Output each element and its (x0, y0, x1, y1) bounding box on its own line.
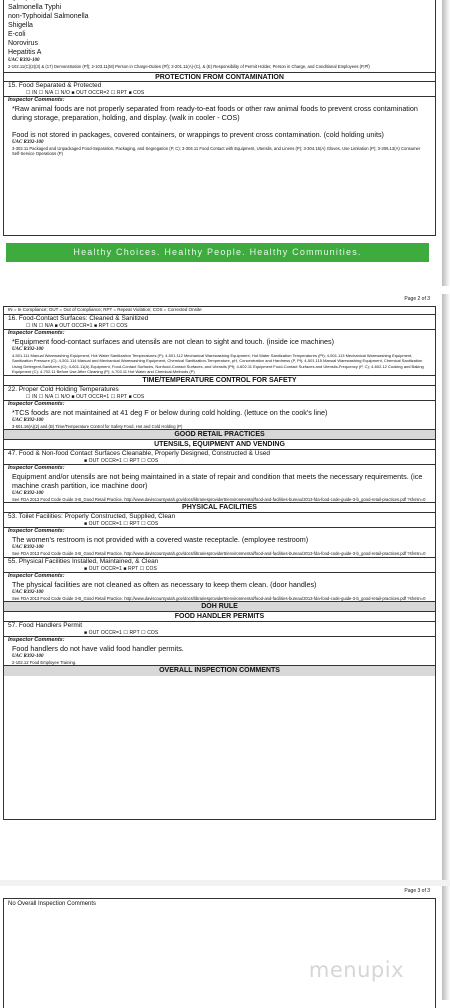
violation-item-22 (4, 386, 435, 430)
uac-code: UAC R392-100 (12, 139, 44, 145)
page-number: Page 2 of 3 (404, 296, 430, 302)
inspector-comments-label: Inspector Comments: (8, 400, 65, 407)
compliance-checkboxes: ☐ IN ☐ N/A ☐ N/O ■ OUT OCCR=1 ☐ RPT ■ COS (4, 394, 435, 401)
section-header-overall-comments: OVERALL INSPECTION COMMENTS (4, 666, 435, 676)
violation-item-55 (4, 558, 435, 602)
status-legend: IN = In Compliance; OUT = Out of Compliance; RPT = Repeat Violation; COS = Corrected Onsite (4, 307, 435, 315)
report-page-3 (0, 886, 450, 1000)
inspector-comments-label: Inspector Comments: (8, 465, 65, 472)
inspector-comments-label: Inspector Comments: (8, 329, 65, 336)
section-header-food-handler: FOOD HANDLER PERMITS (4, 612, 435, 622)
uac-code: UAC R392-100 (12, 346, 44, 352)
disease-item: E-coli (8, 30, 26, 38)
compliance-checkboxes: ■ OUT OCCR=1 ☐ RPT ☐ COS (4, 521, 435, 528)
inspector-comment: Equipment and/or utensils are not being maintained in a state of repair and condition that meets the necessary requirements. (ice machine crash partition, ice machine door) (12, 472, 423, 491)
disease-item: Salmonella Typhi (8, 3, 62, 11)
inspector-comments-label: Inspector Comments: (8, 637, 65, 644)
item-title: 22. Proper Cold Holding Temperatures (8, 385, 119, 393)
code-reference: 2-102.12 Food Employee Training. (12, 660, 77, 666)
inspector-comment: Food handlers do not have valid food handler permits. (12, 644, 184, 654)
report-page-1 (0, 0, 450, 286)
item-title: 55. Physical Facilities Installed, Maintained, & Clean (8, 557, 159, 565)
violation-item-53 (4, 513, 435, 557)
inspector-comment: *Raw animal foods are not properly separated from ready-to-eat foods or other raw animal foods to prevent cross contamination during storage, preparation, holding, and display. (walk in cooler - COS) (12, 103, 418, 122)
item-title: 47. Food & Non-food Contact Surfaces Cleanable, Properly Designed, Constructed & Used (8, 450, 270, 458)
disease-item: Norovirus (8, 39, 38, 47)
section-header-time-temperature: TIME/TEMPERATURE CONTROL FOR SAFETY (4, 376, 435, 386)
overall-comments-text: No Overall Inspection Comments (8, 901, 97, 907)
section-header-good-retail: GOOD RETAIL PRACTICES (4, 430, 435, 440)
uac-code: UAC R392-100 (12, 654, 44, 660)
uac-code: UAC R392-100 (8, 57, 40, 63)
page-3-frame (3, 898, 436, 1008)
inspector-comments-label: Inspector Comments: (8, 528, 65, 535)
code-reference: 2-102.11(C)(2)(3) & (17) Demonstration (Pf); 2-103.11(M) Person in Charge-Duties (Pf); 2-201.11(A)-(C), & (E) Responsibility of Permit Holder, Person in Charge, and Conditional Employees (P,Pf) (8, 63, 370, 69)
report-page-2 (0, 294, 450, 880)
code-reference: 3-302.11 Packaged and Unpackaged Food-Separation, Packaging, and Segregation (P, C); 3-304.11 Food Contact with Equipment, Utensils, and Linens (P); 3-304.15(A) Gloves, Use Limitation (P); 3-306.13(A) Consumer Self-Service Operations (P) (12, 145, 421, 157)
code-reference: See FDA 2013 Food Code Guide 3-B_Good Retail Practice. http://www.daviscountyutah.gov/docs/librariesprovider5/environmental/food-and-facilities-bureau/2013-fda-food-code-guide-3-b_good-retail-practices.pdf ?sfvrsn=0 (12, 497, 426, 503)
menupix-watermark: menupix (308, 958, 404, 982)
section-header-protection: PROTECTION FROM CONTAMINATION (4, 72, 435, 82)
health-slogan-banner: Healthy Choices. Healthy People. Healthy Communities. (6, 243, 429, 262)
inspector-comment: *Equipment food-contact surfaces and utensils are not clean to sight and touch. (inside ice machines) (12, 336, 335, 346)
violation-item-57 (4, 622, 435, 666)
item-title: 15. Food Separated & Protected (8, 81, 102, 89)
violation-item-47 (4, 450, 435, 503)
disease-item: Hepatitis A (8, 48, 42, 56)
item-title: 57. Food Handlers Permit (8, 622, 83, 630)
page-1-frame (3, 0, 436, 236)
violation-item-15 (4, 82, 435, 157)
compliance-checkboxes: ■ OUT OCCR=1 ■ RPT ☐ COS (4, 566, 435, 573)
inspector-comment: *TCS foods are not maintained at 41 deg F or below during cold holding. (lettuce on the cook's line) (12, 407, 328, 417)
code-reference: 4-501.111 Manual Warewashing Equipment, Hot Water Sanitization Temperatures (P); 4-501.112 Mechanical Warewashing Equipment, Hot Water Sanitization Temperatures (Pf); 4-501.113 Mechanical Warewashing Equipment, Sanitization Pressure (C); 4-501.114 Manual and Mechanical Warewashing Equipment, Chemical Sanitization-Temperature, pH, Concentration and Hardness (P, Pf); 4-501.115 Manual Warewashing Equipment, Chemical Sanitization Using Detergent-Sanitizers (C); 4-601.11(A) Equipment, Food-Contact Surfaces, Nonfood-Contact Surfaces, and Utensils (Pf); 4-602.11 Equipment Food-Contact Surfaces and Utensils-Frequency (P, C); 4-602.12 Cooking and Baking Equipment (C); 4-702.11 Before Use After Cleaning (P); 4-703.11 Hot Water and Chemical-Methods (P) (12, 352, 424, 375)
compliance-checkboxes: ■ OUT OCCR=1 ☐ RPT ☐ COS (4, 630, 435, 637)
item-title: 53. Toilet Facilities: Properly Constructed, Supplied, Clean (8, 513, 176, 521)
compliance-checkboxes: ☐ IN ☐ N/A ■ OUT OCCR=1 ■ RPT ☐ COS (4, 323, 435, 330)
code-reference: See FDA 2013 Food Code Guide 3-B_Good Retail Practice. http://www.daviscountyutah.gov/docs/librariesprovider5/environmental/food-and-facilities-bureau/2013-fda-food-code-guide-3-b_good-retail-practices.pdf ?sfvrsn=0 (12, 551, 426, 557)
uac-code: UAC R392-100 (12, 545, 44, 551)
page-gap (0, 286, 450, 294)
section-header-utensils: UTENSILS, EQUIPMENT AND VENDING (4, 440, 435, 450)
page-edge-shadow (442, 886, 450, 1000)
inspector-comment: The physical facilities are not cleaned as often as necessary to keep them clean. (door handles) (12, 579, 317, 589)
compliance-checkboxes: ■ OUT OCCR=1 ☐ RPT ☐ COS (4, 458, 435, 465)
compliance-checkboxes: ☐ IN ☐ N/A ☐ N/O ■ OUT OCCR=2 ☐ RPT ■ COS (4, 90, 435, 97)
code-reference: See FDA 2013 Food Code Guide 3-B_Good Retail Practice. http://www.daviscountyutah.gov/docs/librariesprovider5/environmental/food-and-facilities-bureau/2013-fda-food-code-guide-3-b_good-retail-practices.pdf ?sfvrsn=0 (12, 595, 426, 601)
section-header-physical-facilities: PHYSICAL FACILITIES (4, 503, 435, 513)
item-title: 16. Food-Contact Surfaces: Cleaned & Sanitized (8, 314, 149, 322)
page-edge-shadow (442, 294, 450, 880)
section-header-doh-rule: DOH RULE (4, 602, 435, 612)
uac-code: UAC R392-100 (12, 417, 44, 423)
disease-item: Shigella (8, 21, 33, 29)
uac-code: UAC R392-100 (12, 589, 44, 595)
page-number: Page 3 of 3 (404, 888, 430, 894)
uac-code: UAC R392-100 (12, 491, 44, 497)
page-2-frame (3, 306, 436, 820)
disease-list (4, 3, 435, 57)
inspector-comments-label: Inspector Comments: (8, 96, 65, 103)
disease-item: non-Typhoidal Salmonella (8, 12, 89, 20)
inspector-comment: Food is not stored in packages, covered containers, or wrappings to prevent cross contamination. (cold holding units) (12, 129, 384, 139)
violation-item-16 (4, 315, 435, 376)
inspector-comment: The women's restroom is not provided with a covered waste receptacle. (employee restroom) (12, 535, 309, 545)
inspector-comments-label: Inspector Comments: (8, 572, 65, 579)
page-edge-shadow (442, 0, 450, 286)
code-reference: 3-501.16(A)(2) and (B) Time/Temperature Control for Safety Food, Hot and Cold Holding (P) (12, 423, 183, 429)
